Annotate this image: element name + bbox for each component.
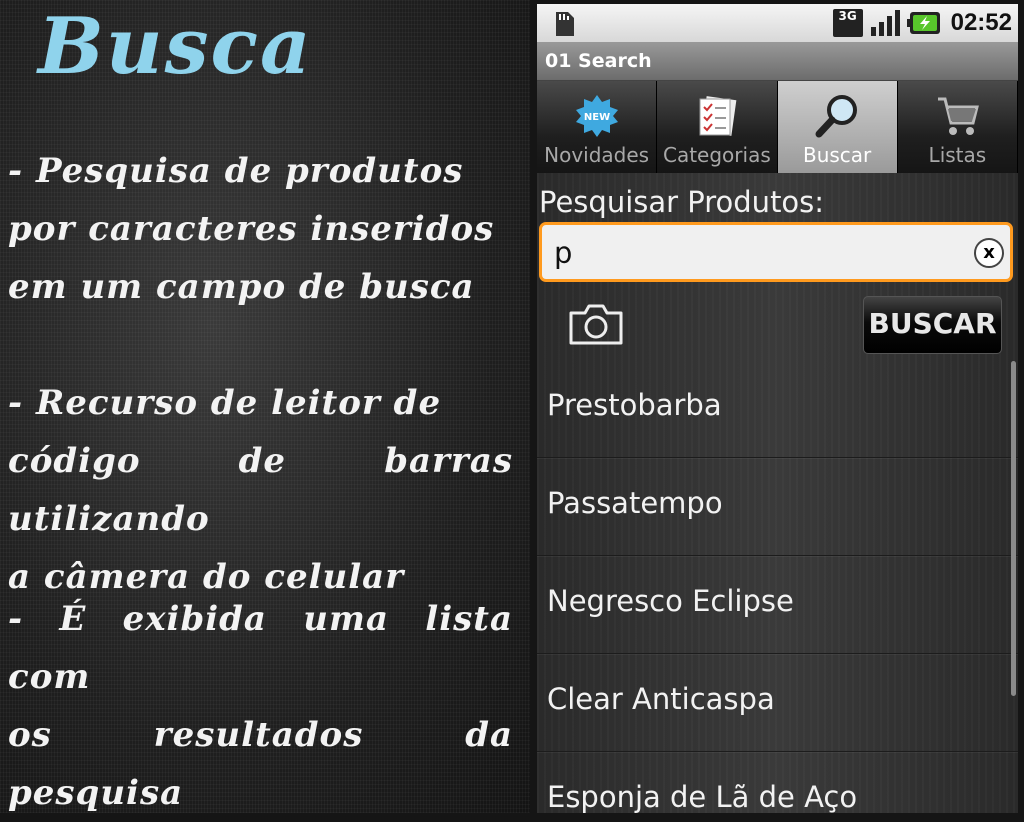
search-label: Pesquisar Produtos: bbox=[539, 185, 825, 219]
app-title-bar bbox=[537, 42, 1018, 81]
magnifier-icon bbox=[814, 93, 860, 139]
bullet-results: - É exibida uma lista com os resultados da pesquisa bbox=[8, 599, 513, 813]
tab-label: Buscar bbox=[802, 143, 872, 167]
network-3g-icon: 3G bbox=[833, 9, 863, 37]
tab-label: Novidades bbox=[544, 143, 650, 167]
phone-screen bbox=[537, 4, 1018, 813]
result-label: Esponja de Lã de Aço bbox=[547, 780, 858, 813]
slide-title: Busca bbox=[38, 1, 313, 92]
tab-bar bbox=[537, 81, 1018, 173]
bullet-barcode: - Recurso de leitor de código de barras utilizando a câmera do celular bbox=[8, 383, 513, 597]
svg-text:NEW: NEW bbox=[583, 112, 610, 123]
app-title: 01 Search bbox=[545, 50, 652, 72]
buscar-button[interactable]: BUSCAR bbox=[863, 296, 1002, 354]
results-list bbox=[537, 360, 1018, 813]
camera-icon[interactable] bbox=[567, 301, 625, 347]
tab-label: Categorias bbox=[662, 143, 771, 167]
list-item[interactable] bbox=[537, 360, 1018, 458]
result-label: Negresco Eclipse bbox=[547, 584, 794, 618]
search-input[interactable] bbox=[552, 233, 976, 273]
clear-search-button[interactable]: x bbox=[974, 238, 1004, 268]
bullet-search: - Pesquisa de produtos por caracteres inseridos em um campo de busca bbox=[8, 151, 495, 307]
result-label: Prestobarba bbox=[547, 388, 722, 422]
search-content bbox=[537, 173, 1018, 813]
cart-icon bbox=[934, 93, 980, 139]
tab-label: Listas bbox=[928, 143, 987, 167]
tab-categorias[interactable] bbox=[657, 81, 777, 173]
list-item[interactable] bbox=[537, 458, 1018, 556]
new-badge-icon bbox=[574, 93, 620, 139]
result-label: Passatempo bbox=[547, 486, 723, 520]
clock: 02:52 bbox=[950, 9, 1012, 36]
tab-listas[interactable] bbox=[898, 81, 1018, 173]
search-box bbox=[539, 222, 1013, 282]
sd-card-icon bbox=[553, 11, 575, 37]
results-scrollbar[interactable] bbox=[1011, 361, 1016, 696]
battery-charging-icon bbox=[907, 11, 941, 35]
tab-buscar[interactable] bbox=[778, 81, 898, 173]
result-label: Clear Anticaspa bbox=[547, 682, 775, 716]
status-bar bbox=[537, 4, 1018, 42]
list-item[interactable] bbox=[537, 556, 1018, 654]
tab-novidades[interactable] bbox=[537, 81, 657, 173]
list-item[interactable] bbox=[537, 752, 1018, 813]
categories-icon bbox=[694, 93, 740, 139]
signal-icon bbox=[869, 9, 901, 37]
list-item[interactable] bbox=[537, 654, 1018, 752]
